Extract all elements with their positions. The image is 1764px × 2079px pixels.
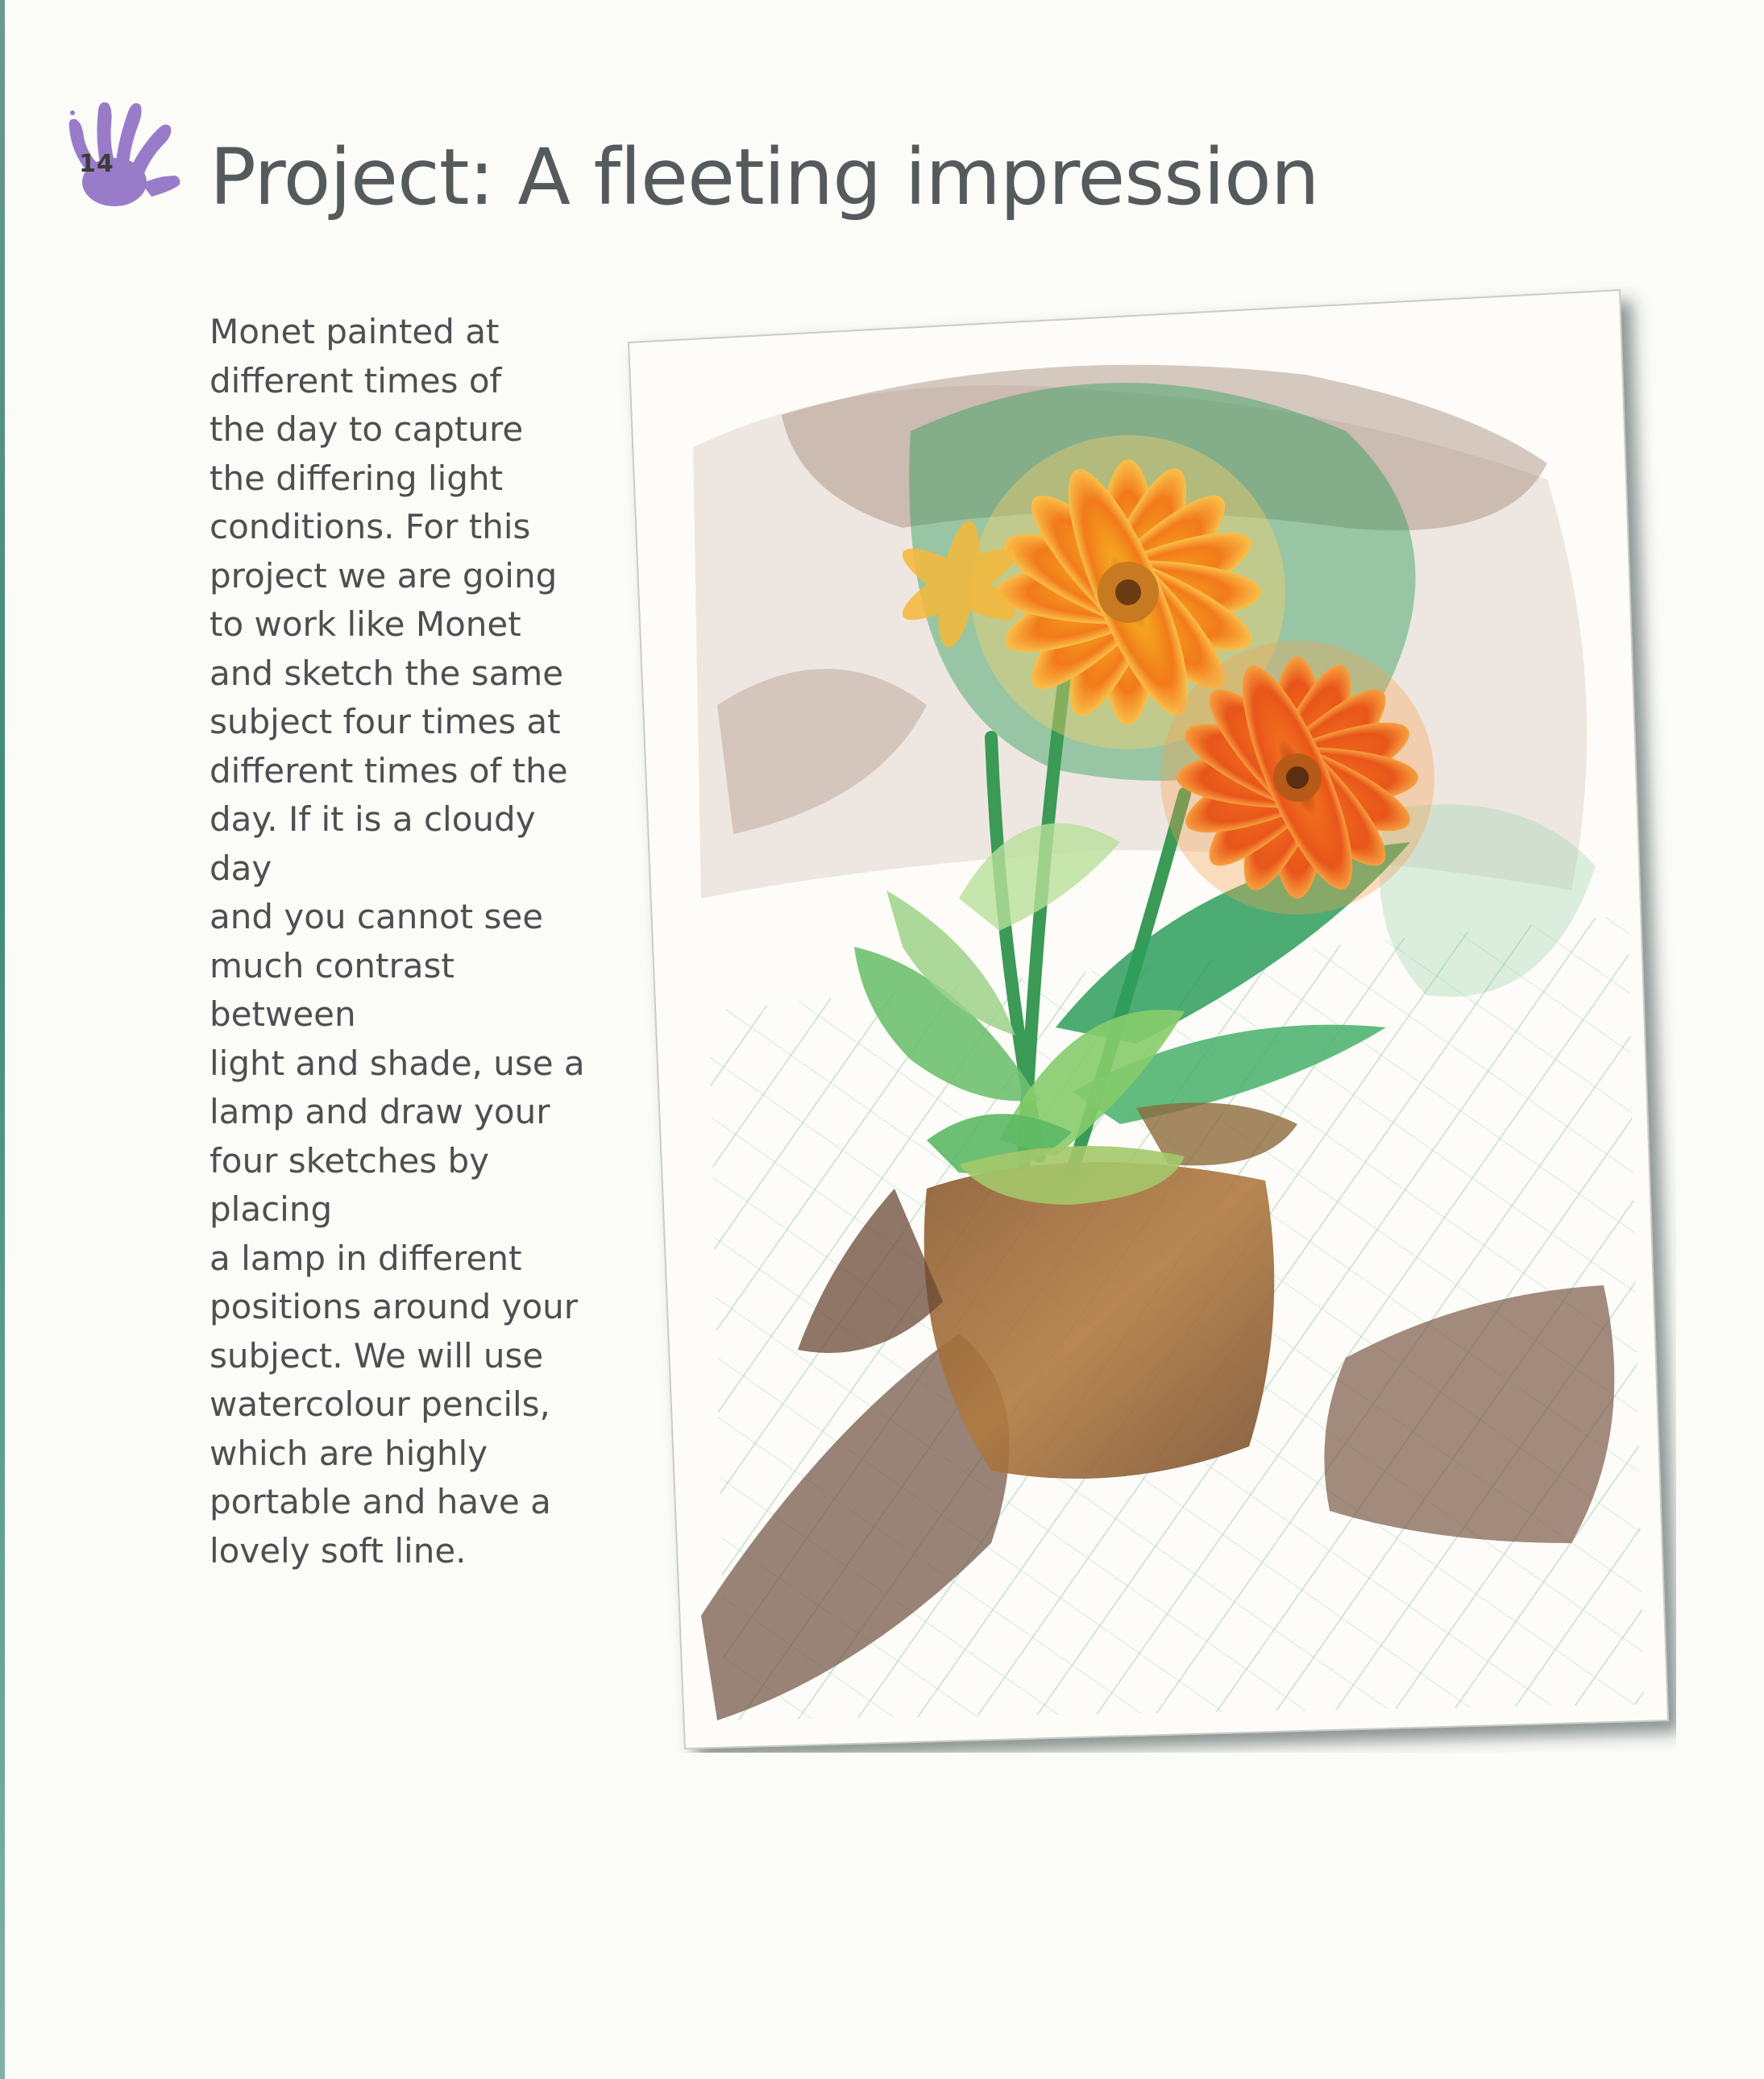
page-edge-strip xyxy=(0,0,5,2079)
page-title: Project: A fleeting impression xyxy=(210,132,1319,222)
page-number: 14 xyxy=(79,150,114,178)
flower-pot-illustration xyxy=(621,286,1676,1753)
body-paragraph: Monet painted at different times of the day to capture the differing light conditions. For this project we are going to work like Monet and sketch the same subject four times at different times of the day. If it is a cloudy day and you cannot see much contrast between light and shade, use a lamp and draw your four sketches by placing a lamp in different positions around your subject. We will use watercolour pencils, which are highly portable and have a lovely soft line. xyxy=(210,312,585,1571)
